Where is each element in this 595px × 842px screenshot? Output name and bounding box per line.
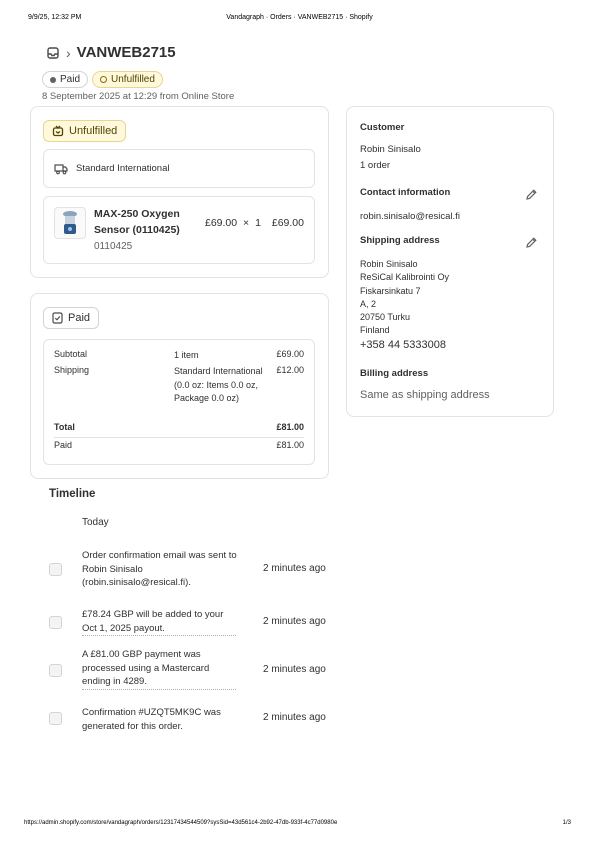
timeline-event-text: Order confirmation email was sent to Robin Sinisalo (robin.sinisalo@resical.fi). [82, 550, 237, 588]
order-subtitle: 8 September 2025 at 12:29 from Online Store [42, 91, 235, 102]
product-name[interactable]: MAX-250 Oxygen Sensor (0110425) [94, 208, 180, 236]
shipping-address-heading: Shipping address [360, 235, 440, 246]
unfulfilled-status-pill [43, 120, 126, 142]
unfulfilled-ring-icon [100, 76, 107, 83]
billing-address-heading: Billing address [360, 368, 429, 379]
order-title-row [46, 44, 176, 61]
timeline-event-checkbox[interactable] [49, 616, 62, 629]
times-sign: × [243, 217, 250, 229]
shipping-method-box [43, 149, 315, 188]
address-line: Robin Sinisalo [360, 259, 418, 269]
shipping-amount: £12.00 [276, 365, 304, 375]
print-footer [24, 820, 571, 832]
quantity: 1 [255, 217, 261, 229]
receipt-check-icon [52, 312, 63, 324]
line-item [43, 196, 315, 264]
print-url: https://admin.shopify.com/store/vandagraph/orders/12317434544509?sysSid=43d561c4-2b92-47db-933f-4c77d0980e [24, 820, 338, 826]
shipping-method-name: Standard International [76, 163, 170, 174]
line-total: £69.00 [271, 217, 304, 229]
address-line: 20750 Turku [360, 312, 411, 323]
paid-amount: £81.00 [276, 440, 304, 450]
package-icon [52, 125, 64, 137]
edit-contact-pencil-icon[interactable] [525, 188, 538, 201]
address-line: Fiskarsinkatu 7 [360, 285, 421, 296]
address-line: ReSiCal Kalibrointi Oy [360, 272, 450, 283]
timeline-event-checkbox[interactable] [49, 712, 62, 725]
timeline-event-time: 2 minutes ago [263, 664, 326, 675]
customer-order-count[interactable]: 1 order [360, 160, 391, 171]
payment-summary [43, 339, 315, 465]
paid-status-pill [43, 307, 99, 329]
contact-email-link[interactable]: robin.sinisalo@resical.fi [360, 211, 460, 222]
subtotal-items: 1 item [174, 350, 199, 360]
shipping-description: Standard International (0.0 oz: Items 0.0 oz, Package 0.0 oz) [174, 366, 263, 403]
paid-label: Paid [54, 440, 73, 450]
print-page-number: 1/3 [562, 820, 571, 826]
summary-divider [54, 437, 304, 438]
payment-status-badge [42, 71, 88, 88]
timeline-event-text[interactable]: £78.24 GBP will be added to your Oct 1, 2025 payout. [82, 608, 236, 636]
total-label: Total [54, 422, 75, 432]
timeline-event-time: 2 minutes ago [263, 712, 326, 723]
paid-dot-icon [50, 77, 56, 83]
billing-same-text: Same as shipping address [360, 389, 490, 401]
paid-status-label: Paid [68, 312, 91, 324]
breadcrumb-chevron-icon: › [66, 44, 71, 61]
unfulfilled-status-label: Unfulfilled [69, 125, 118, 137]
timeline-event-time: 2 minutes ago [263, 563, 326, 574]
timeline-title: Timeline [49, 488, 96, 500]
unit-price: £69.00 [205, 217, 238, 229]
customer-name-link[interactable]: Robin Sinisalo [360, 144, 421, 155]
product-sku: 0110425 [94, 241, 133, 252]
truck-icon [54, 163, 68, 175]
timeline-event-checkbox[interactable] [49, 664, 62, 677]
edit-shipping-pencil-icon[interactable] [525, 236, 538, 249]
contact-heading: Contact information [360, 187, 451, 198]
product-thumbnail[interactable] [54, 207, 86, 239]
order-badges [42, 71, 163, 88]
timeline-today-label: Today [82, 517, 109, 528]
subtotal-label: Subtotal [54, 349, 88, 359]
fulfillment-status-badge [92, 71, 163, 88]
product-unit-price-qty [205, 217, 261, 229]
total-amount: £81.00 [276, 422, 304, 432]
subtotal-amount: £69.00 [276, 349, 304, 359]
timeline-event-time: 2 minutes ago [263, 616, 326, 627]
payment-status-text: Paid [60, 74, 81, 85]
order-title: VANWEB2715 [76, 44, 176, 61]
address-line: Finland [360, 325, 390, 336]
timeline-event-checkbox[interactable] [49, 563, 62, 576]
fulfillment-status-text: Unfulfilled [111, 74, 155, 85]
timeline-event-text: Confirmation #UZQT5MK9C was generated for this order. [82, 707, 221, 732]
orders-inbox-icon[interactable] [46, 46, 60, 60]
print-datetime: 9/9/25, 12:32 PM [28, 14, 82, 21]
print-header [28, 14, 571, 26]
timeline-event-text[interactable]: A £81.00 GBP payment was processed using a Mastercard ending in 4289. [82, 648, 236, 690]
print-page-title: Vandagraph · Orders · VANWEB2715 · Shopify [226, 14, 373, 21]
customer-heading: Customer [360, 122, 405, 133]
address-line: A, 2 [360, 298, 377, 309]
shipping-label: Shipping [54, 365, 90, 375]
shipping-address-lines [360, 258, 449, 338]
shipping-phone: +358 44 5333008 [360, 339, 446, 351]
